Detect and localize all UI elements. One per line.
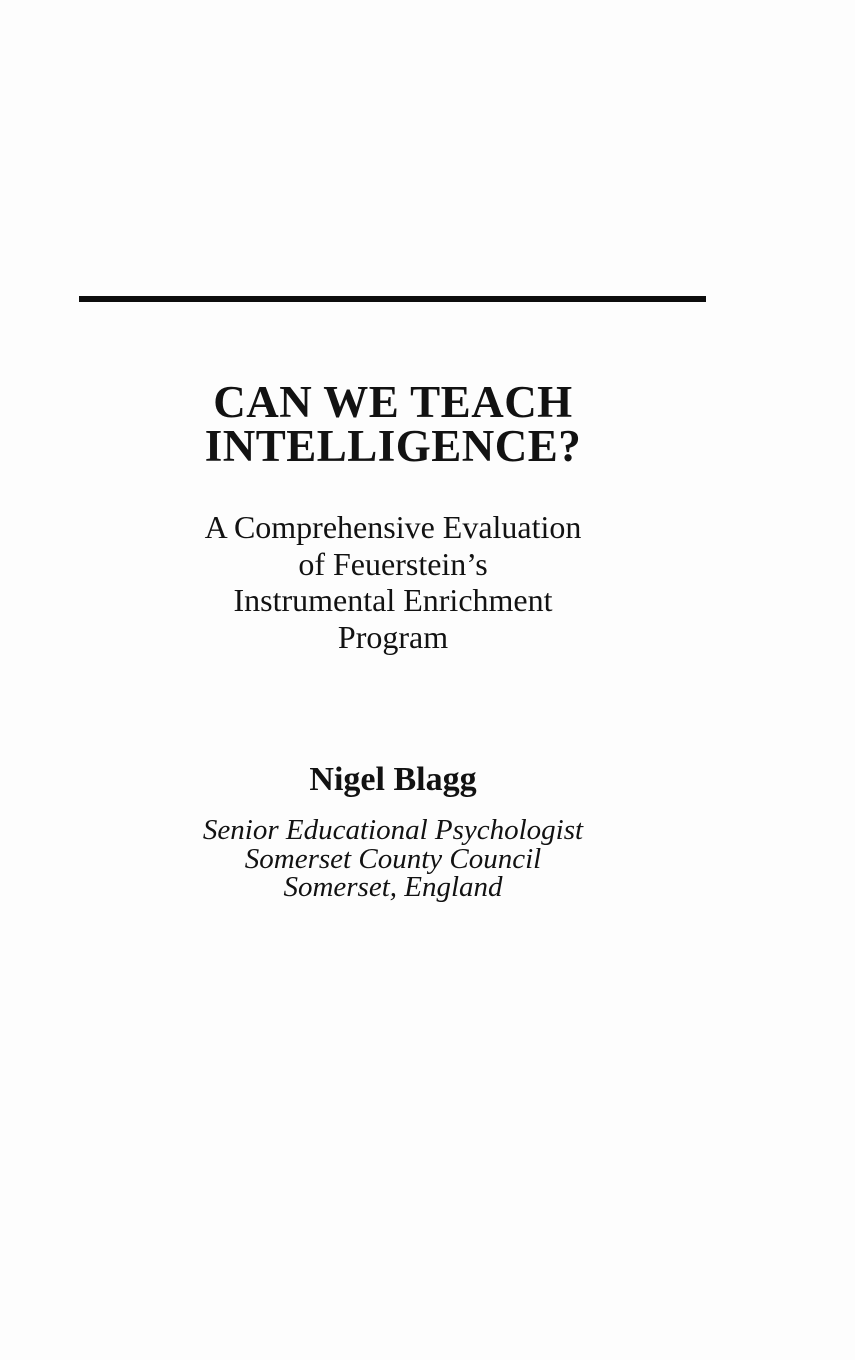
author-affiliation-organization: Somerset County Council [244,842,542,875]
book-subtitle-line-1: A Comprehensive Evaluation [204,509,582,545]
book-title [78,377,708,471]
book-title-line-2: INTELLIGENCE? [204,421,582,471]
book-subtitle [78,509,708,655]
author-affiliation-role: Senior Educational Psychologist [202,814,584,846]
author-name: Nigel Blagg [309,761,477,798]
author-affiliation-location: Somerset, England [283,871,503,903]
author-affiliation [78,816,708,902]
book-subtitle-line-4: Program [337,618,449,655]
book-subtitle-line-3: Instrumental Enrichment [233,582,553,618]
book-subtitle-line-2: of Feuerstein’s [298,545,488,582]
book-title-line-1: CAN WE TEACH [213,377,573,427]
title-page-content [78,0,708,1360]
